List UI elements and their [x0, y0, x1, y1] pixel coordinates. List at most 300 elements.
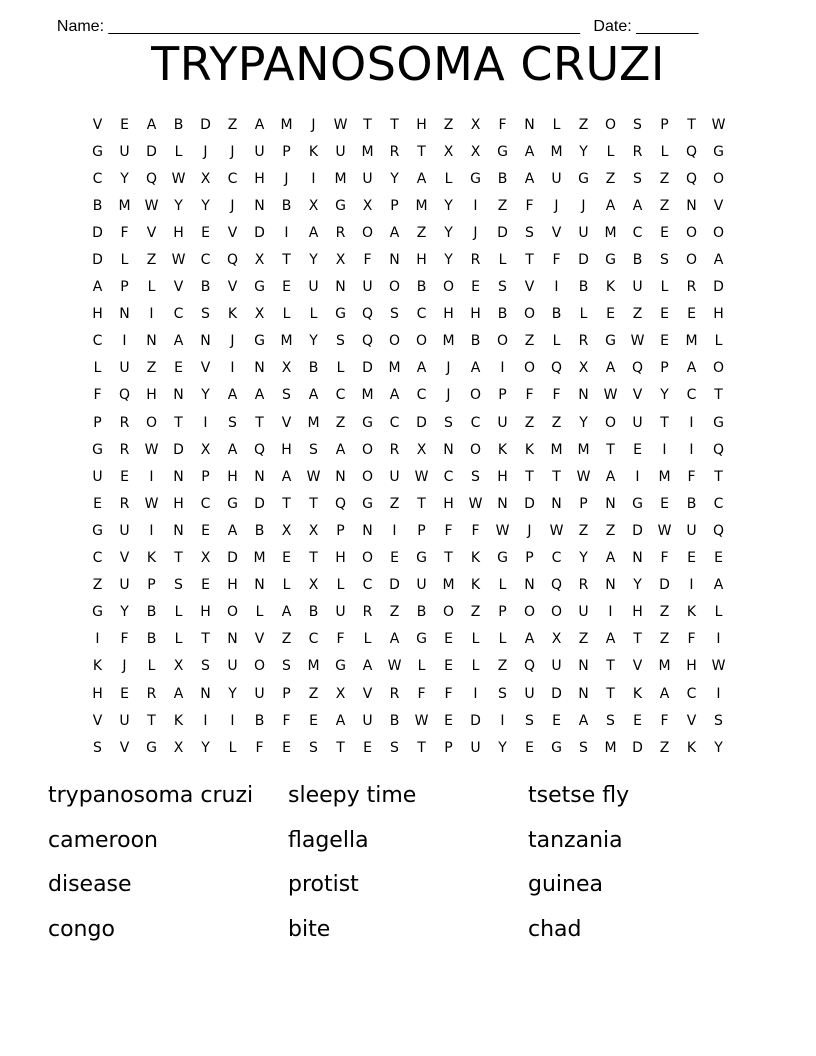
grid-letter: Z — [416, 224, 427, 241]
grid-row — [84, 734, 732, 761]
grid-letter: Y — [309, 333, 318, 350]
letter-grid — [84, 111, 732, 761]
grid-letter: W — [171, 170, 186, 187]
word-list-item: trypanosoma cruzi — [48, 783, 254, 808]
grid-letter: E — [660, 224, 669, 241]
grid-letter: C — [92, 170, 103, 187]
grid-row — [84, 463, 732, 490]
grid-letter: F — [336, 631, 345, 648]
grid-letter: S — [633, 116, 642, 133]
grid-letter: K — [146, 550, 157, 567]
grid-letter: B — [389, 712, 400, 729]
grid-letter: P — [282, 685, 291, 702]
grid-letter: O — [388, 333, 401, 350]
grid-letter: G — [416, 631, 427, 648]
grid-letter: U — [119, 577, 130, 594]
grid-row — [84, 436, 732, 463]
grid-letter: C — [470, 414, 481, 431]
grid-letter: E — [282, 279, 291, 296]
grid-letter: E — [687, 306, 696, 323]
grid-letter: U — [470, 739, 481, 756]
grid-letter: L — [714, 333, 723, 350]
grid-letter: E — [660, 333, 669, 350]
grid-letter: Y — [714, 739, 723, 756]
grid-letter: P — [660, 360, 669, 377]
grid-letter: T — [606, 685, 615, 702]
grid-letter: X — [578, 360, 589, 377]
grid-letter: J — [122, 658, 127, 675]
grid-row — [84, 545, 732, 572]
grid-letter: L — [363, 631, 372, 648]
grid-letter: T — [606, 441, 615, 458]
grid-letter: T — [687, 116, 696, 133]
grid-letter: I — [473, 685, 478, 702]
grid-letter: T — [255, 414, 264, 431]
grid-letter: M — [685, 333, 698, 350]
grid-letter: W — [711, 116, 726, 133]
grid-letter: B — [254, 712, 265, 729]
grid-letter: Y — [201, 197, 210, 214]
grid-letter: H — [281, 441, 292, 458]
grid-letter: E — [660, 306, 669, 323]
grid-letter: D — [470, 712, 481, 729]
grid-letter: B — [173, 116, 184, 133]
grid-letter: Q — [145, 170, 158, 187]
grid-letter: C — [551, 550, 562, 567]
grid-letter: K — [470, 577, 481, 594]
grid-letter: G — [92, 604, 103, 621]
grid-letter: A — [173, 333, 184, 350]
grid-letter: U — [551, 170, 562, 187]
grid-letter: U — [254, 143, 265, 160]
grid-letter: V — [200, 360, 211, 377]
grid-letter: A — [713, 577, 724, 594]
grid-letter: J — [554, 197, 559, 214]
grid-letter: S — [282, 658, 291, 675]
grid-letter: A — [254, 387, 265, 404]
grid-letter: A — [254, 116, 265, 133]
grid-letter: U — [416, 577, 427, 594]
grid-letter: G — [92, 441, 103, 458]
grid-letter: R — [632, 143, 643, 160]
grid-letter: C — [173, 306, 184, 323]
grid-letter: T — [147, 712, 156, 729]
grid-letter: C — [227, 170, 238, 187]
grid-row — [84, 517, 732, 544]
grid-letter: G — [92, 143, 103, 160]
grid-letter: A — [335, 712, 346, 729]
grid-letter: E — [174, 360, 183, 377]
grid-letter: K — [605, 279, 616, 296]
grid-row — [84, 680, 732, 707]
grid-letter: Z — [659, 197, 670, 214]
grid-letter: I — [230, 360, 235, 377]
grid-letter: D — [146, 143, 157, 160]
grid-letter: B — [308, 604, 319, 621]
grid-letter: L — [336, 360, 345, 377]
grid-letter: Y — [228, 685, 237, 702]
grid-letter: S — [390, 306, 399, 323]
grid-letter: U — [362, 170, 373, 187]
grid-letter: Q — [226, 252, 239, 269]
grid-letter: O — [523, 306, 536, 323]
grid-letter: E — [93, 495, 102, 512]
grid-letter: V — [281, 414, 292, 431]
grid-letter: I — [203, 712, 208, 729]
grid-letter: B — [470, 333, 481, 350]
grid-letter: U — [119, 712, 130, 729]
grid-letter: V — [551, 224, 562, 241]
grid-letter: Z — [92, 577, 103, 594]
grid-letter: T — [174, 550, 183, 567]
grid-letter: T — [390, 116, 399, 133]
grid-letter: L — [417, 658, 426, 675]
grid-letter: X — [470, 116, 481, 133]
grid-letter: Z — [389, 495, 400, 512]
grid-letter: F — [444, 685, 453, 702]
grid-letter: H — [443, 495, 454, 512]
grid-letter: P — [498, 387, 507, 404]
grid-letter: M — [577, 441, 590, 458]
grid-letter: W — [468, 495, 483, 512]
grid-letter: U — [308, 279, 319, 296]
grid-letter: O — [496, 333, 509, 350]
grid-letter: S — [525, 224, 534, 241]
grid-letter: Z — [632, 306, 643, 323]
grid-letter: N — [200, 333, 211, 350]
grid-letter: V — [632, 387, 643, 404]
grid-row — [84, 626, 732, 653]
grid-letter: O — [145, 414, 158, 431]
grid-letter: H — [335, 550, 346, 567]
grid-letter: H — [470, 306, 481, 323]
grid-letter: P — [444, 739, 453, 756]
grid-letter: K — [470, 550, 481, 567]
grid-letter: T — [606, 658, 615, 675]
word-list-item: disease — [48, 872, 132, 897]
grid-letter: E — [363, 739, 372, 756]
grid-letter: F — [120, 631, 129, 648]
grid-letter: N — [389, 252, 400, 269]
grid-letter: M — [658, 658, 671, 675]
grid-letter: S — [498, 279, 507, 296]
grid-letter: Z — [578, 631, 589, 648]
grid-letter: S — [390, 739, 399, 756]
grid-letter: G — [551, 739, 562, 756]
grid-letter: B — [686, 495, 697, 512]
grid-letter: T — [309, 495, 318, 512]
grid-letter: S — [606, 712, 615, 729]
grid-letter: P — [336, 522, 345, 539]
grid-letter: F — [660, 712, 669, 729]
grid-letter: S — [228, 414, 237, 431]
grid-row — [84, 111, 732, 138]
grid-letter: Z — [659, 170, 670, 187]
grid-letter: I — [95, 631, 100, 648]
grid-letter: G — [254, 279, 265, 296]
grid-letter: S — [471, 468, 480, 485]
grid-letter: P — [417, 522, 426, 539]
grid-letter: J — [581, 197, 586, 214]
grid-letter: U — [389, 468, 400, 485]
page-title: TRYPANOSOMA CRUZI — [151, 37, 665, 91]
grid-letter: F — [552, 387, 561, 404]
grid-letter: Z — [497, 197, 508, 214]
grid-letter: F — [525, 197, 534, 214]
grid-letter: B — [416, 604, 427, 621]
grid-letter: R — [389, 441, 400, 458]
grid-letter: T — [417, 495, 426, 512]
grid-letter: Z — [605, 170, 616, 187]
grid-letter: Y — [201, 739, 210, 756]
grid-letter: G — [416, 550, 427, 567]
grid-letter: Y — [498, 739, 507, 756]
grid-letter: D — [254, 495, 265, 512]
grid-letter: Y — [390, 170, 399, 187]
grid-letter: L — [579, 306, 588, 323]
grid-letter: X — [200, 441, 211, 458]
grid-row — [84, 192, 732, 219]
grid-letter: V — [686, 712, 697, 729]
grid-letter: O — [523, 604, 536, 621]
grid-letter: G — [605, 333, 616, 350]
grid-letter: A — [227, 387, 238, 404]
grid-letter: V — [119, 550, 130, 567]
grid-letter: T — [309, 550, 318, 567]
grid-letter: U — [362, 279, 373, 296]
grid-letter: Y — [174, 197, 183, 214]
grid-letter: E — [444, 712, 453, 729]
grid-letter: I — [149, 522, 154, 539]
grid-letter: X — [200, 170, 211, 187]
grid-letter: S — [498, 685, 507, 702]
grid-letter: R — [335, 224, 346, 241]
grid-letter: B — [254, 522, 265, 539]
grid-letter: A — [335, 441, 346, 458]
grid-letter: F — [255, 739, 264, 756]
grid-letter: G — [497, 143, 508, 160]
grid-letter: Z — [605, 522, 616, 539]
grid-letter: G — [605, 252, 616, 269]
grid-letter: N — [686, 197, 697, 214]
grid-letter: M — [118, 197, 131, 214]
grid-letter: A — [281, 604, 292, 621]
grid-letter: Z — [524, 333, 535, 350]
grid-letter: P — [579, 495, 588, 512]
grid-letter: Z — [227, 116, 238, 133]
grid-letter: L — [147, 279, 156, 296]
grid-letter: X — [308, 197, 319, 214]
grid-letter: U — [632, 414, 643, 431]
grid-letter: B — [146, 631, 157, 648]
grid-letter: S — [525, 712, 534, 729]
grid-letter: A — [713, 252, 724, 269]
grid-letter: M — [550, 143, 563, 160]
grid-letter: D — [200, 116, 211, 133]
grid-letter: P — [660, 116, 669, 133]
grid-letter: X — [200, 550, 211, 567]
grid-letter: M — [307, 414, 320, 431]
grid-letter: N — [551, 495, 562, 512]
grid-letter: I — [473, 197, 478, 214]
grid-letter: T — [714, 468, 723, 485]
grid-letter: N — [578, 685, 589, 702]
grid-letter: G — [146, 739, 157, 756]
grid-letter: Z — [308, 685, 319, 702]
grid-letter: M — [334, 170, 347, 187]
grid-letter: Y — [120, 604, 129, 621]
grid-letter: K — [497, 441, 508, 458]
grid-letter: F — [120, 224, 129, 241]
grid-letter: E — [444, 658, 453, 675]
grid-letter: N — [146, 333, 157, 350]
grid-letter: Y — [660, 387, 669, 404]
grid-row — [84, 653, 732, 680]
grid-letter: F — [525, 387, 534, 404]
grid-letter: D — [524, 495, 535, 512]
grid-letter: J — [230, 143, 235, 160]
grid-letter: R — [470, 252, 481, 269]
grid-letter: A — [605, 197, 616, 214]
grid-letter: E — [120, 468, 129, 485]
grid-letter: D — [551, 685, 562, 702]
grid-letter: L — [174, 631, 183, 648]
grid-letter: Z — [659, 739, 670, 756]
word-list-item: sleepy time — [288, 783, 417, 808]
grid-letter: V — [92, 116, 103, 133]
grid-letter: O — [712, 360, 725, 377]
grid-letter: T — [363, 116, 372, 133]
grid-letter: E — [120, 116, 129, 133]
grid-letter: A — [578, 712, 589, 729]
grid-letter: Q — [523, 658, 536, 675]
grid-letter: G — [254, 333, 265, 350]
grid-letter: G — [227, 495, 238, 512]
grid-letter: R — [362, 604, 373, 621]
grid-letter: F — [282, 712, 291, 729]
grid-letter: X — [281, 522, 292, 539]
grid-letter: D — [632, 739, 643, 756]
grid-letter: L — [498, 252, 507, 269]
grid-letter: K — [227, 306, 238, 323]
grid-letter: B — [416, 279, 427, 296]
grid-letter: N — [578, 658, 589, 675]
grid-letter: Z — [443, 116, 454, 133]
grid-letter: F — [498, 116, 507, 133]
grid-letter: N — [254, 468, 265, 485]
grid-letter: C — [335, 387, 346, 404]
grid-row — [84, 165, 732, 192]
grid-letter: M — [361, 143, 374, 160]
grid-letter: V — [362, 685, 373, 702]
grid-letter: Z — [335, 414, 346, 431]
grid-letter: K — [686, 604, 697, 621]
grid-letter: O — [442, 604, 455, 621]
grid-letter: J — [473, 224, 478, 241]
grid-letter: D — [389, 577, 400, 594]
grid-letter: U — [578, 604, 589, 621]
grid-letter: D — [254, 224, 265, 241]
grid-letter: P — [498, 604, 507, 621]
grid-letter: J — [527, 522, 532, 539]
grid-letter: X — [173, 658, 184, 675]
grid-letter: I — [149, 468, 154, 485]
grid-letter: L — [282, 577, 291, 594]
grid-letter: T — [633, 631, 642, 648]
grid-letter: C — [416, 387, 427, 404]
grid-letter: O — [361, 441, 374, 458]
grid-letter: S — [282, 387, 291, 404]
grid-letter: O — [442, 279, 455, 296]
grid-letter: A — [659, 685, 670, 702]
grid-letter: G — [335, 306, 346, 323]
grid-letter: E — [687, 550, 696, 567]
grid-letter: I — [311, 170, 316, 187]
grid-letter: S — [309, 441, 318, 458]
grid-letter: C — [362, 577, 373, 594]
grid-letter: U — [119, 143, 130, 160]
grid-letter: A — [686, 360, 697, 377]
grid-letter: Y — [579, 550, 588, 567]
word-list-item: cameroon — [48, 827, 158, 853]
grid-letter: N — [578, 387, 589, 404]
grid-letter: B — [146, 604, 157, 621]
grid-letter: Y — [444, 224, 453, 241]
grid-letter: J — [284, 170, 289, 187]
grid-letter: E — [282, 550, 291, 567]
grid-letter: O — [253, 658, 266, 675]
grid-letter: L — [471, 658, 480, 675]
grid-letter: E — [606, 306, 615, 323]
grid-letter: F — [363, 252, 372, 269]
word-list-item: bite — [288, 916, 331, 942]
grid-letter: I — [500, 712, 505, 729]
grid-letter: A — [605, 550, 616, 567]
grid-letter: H — [686, 658, 697, 675]
grid-letter: S — [336, 333, 345, 350]
grid-letter: Z — [470, 604, 481, 621]
grid-letter: A — [389, 631, 400, 648]
grid-letter: X — [362, 197, 373, 214]
grid-letter: V — [713, 197, 724, 214]
grid-letter: H — [632, 604, 643, 621]
grid-letter: L — [282, 306, 291, 323]
grid-letter: I — [662, 441, 667, 458]
grid-row — [84, 246, 732, 273]
grid-letter: P — [147, 577, 156, 594]
grid-letter: A — [605, 631, 616, 648]
grid-letter: S — [201, 306, 210, 323]
grid-letter: N — [254, 197, 265, 214]
grid-letter: E — [444, 631, 453, 648]
grid-letter: A — [146, 116, 157, 133]
grid-letter: Z — [389, 604, 400, 621]
grid-letter: A — [227, 522, 238, 539]
grid-letter: X — [254, 252, 265, 269]
grid-letter: D — [713, 279, 724, 296]
grid-letter: E — [633, 712, 642, 729]
grid-letter: C — [389, 414, 400, 431]
grid-letter: A — [308, 224, 319, 241]
grid-letter: E — [525, 739, 534, 756]
grid-letter: A — [92, 279, 103, 296]
grid-letter: K — [686, 739, 697, 756]
grid-letter: V — [146, 224, 157, 241]
grid-letter: L — [93, 360, 102, 377]
word-list-item: congo — [48, 916, 115, 942]
grid-letter: L — [174, 604, 183, 621]
grid-letter: F — [417, 685, 426, 702]
